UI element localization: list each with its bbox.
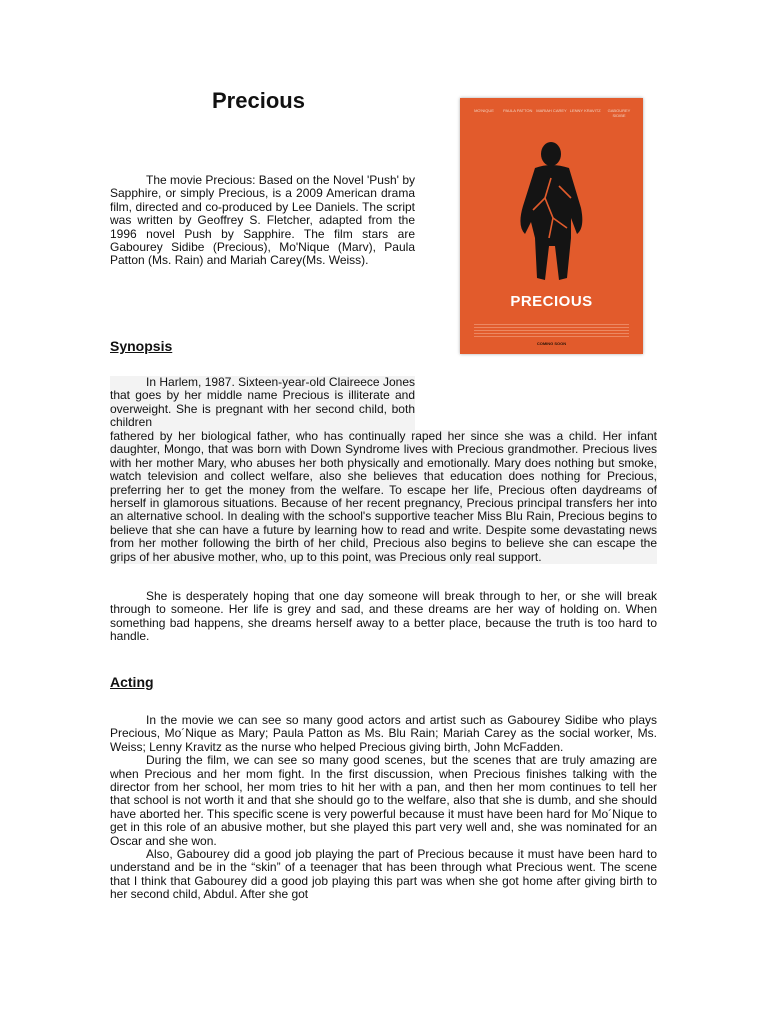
poster-billing-block [474, 324, 629, 338]
poster-credits [468, 108, 635, 118]
acting-paragraph: During the film, we can see so many good scenes, but the scenes that are truly amazing are when Precious and her mom fight. In the first discussion, when Precious finishes talking with the director from her school, her mom tries to hit her with a pan, and then her mom continues to tell her that school is not worth it and that she should go to the welfare, also that she is dumb, and she should have aborted her. This specific scene is very powerful because it must have been hard for Mo´Nique to get in this role of an abusive mother, but she played this part very well and, she was nominated for an Oscar and she won. [110, 753, 657, 848]
acting-heading: Acting [110, 674, 154, 690]
acting-paragraph: In the movie we can see so many good actors and artist such as Gabourey Sidibe who plays Precious, Mo´Nique as Mary; Paula Patton as Ms. Blu Rain; Mariah Carey as the social worker, Ms. Weiss; Lenny Kravitz as the nurse who helped Precious giving birth, John McFadden. [110, 713, 657, 754]
poster-credit: MARIAH CAREY [536, 108, 567, 113]
poster-release: COMING SOON [536, 341, 567, 346]
poster-credit: LENNY KRAVITZ [569, 108, 601, 113]
acting-paragraph: Also, Gabourey did a good job playing the part of Precious because it must have been hard to understand and be in the “skin” of a teenager that has been through what Precious went. The scene that I think that Gabourey did a good job playing this part was when she got home after giving birth to her second child, Abdul. After she got [110, 847, 657, 902]
intro-paragraph: The movie Precious: Based on the Novel 'Push' by Sapphire, or simply Precious, is a 2009 American drama film, directed and co-produced by Lee Daniels. The script was written by Geoffrey S. Fletcher, adapted from the 1996 novel Push by Sapphire. The film stars are Gabourey Sidibe (Precious), Mo'Nique (Marv), Paula Patton (Ms. Rain) and Mariah Carey(Ms. Weiss). [110, 173, 415, 268]
synopsis-paragraph-second: She is desperately hoping that one day someone will break through to her, or she will break through to someone. Her life is grey and sad, and these dreams are her way of holding on. When something bad happens, she dreams herself away to a better place, because the truth is too hard to handle. [110, 589, 657, 644]
poster-credit: PAULA PATTON [503, 108, 533, 113]
movie-poster [460, 98, 643, 354]
poster-credit: GABOUREY SIDIBE [607, 108, 631, 118]
silhouette-figure-icon [515, 138, 590, 288]
page-title: Precious [212, 88, 305, 113]
poster-credit: MO'NIQUE [474, 108, 494, 113]
poster-title: PRECIOUS [510, 293, 593, 310]
synopsis-paragraph-continued: fathered by her biological father, who has continually raped her since she was a child. Her infant daughter, Mongo, that was born with Down Syndrome lives with Precious grandmother. Precious lives with her mother Mary, who abuses her both physically and emotionally. Mary does nothing but smoke, watch television and collect welfare, also she believes that education does nothing for Precious, preferring her to get the money from the welfare. To escape her life, Precious often daydreams of herself in glamorous situations. Because of her recent pregnancy, Precious principal transfers her into an alternative school. In dealing with the school's supportive teacher Miss Blu Rain, Precious begins to believe that she can have a future by learning how to read and write. Despite some devastating news from her mother following the birth of her child, Precious also begins to believe she can escape the grips of her abusive mother, who, up to this point, was Precious only real support. [110, 429, 657, 564]
synopsis-paragraph-start: In Harlem, 1987. Sixteen-year-old Claireece Jones that goes by her middle name Precious is illiterate and overweight. She is pregnant with her second child, both children [110, 375, 415, 430]
synopsis-heading: Synopsis [110, 338, 173, 354]
acting-section [110, 714, 657, 902]
